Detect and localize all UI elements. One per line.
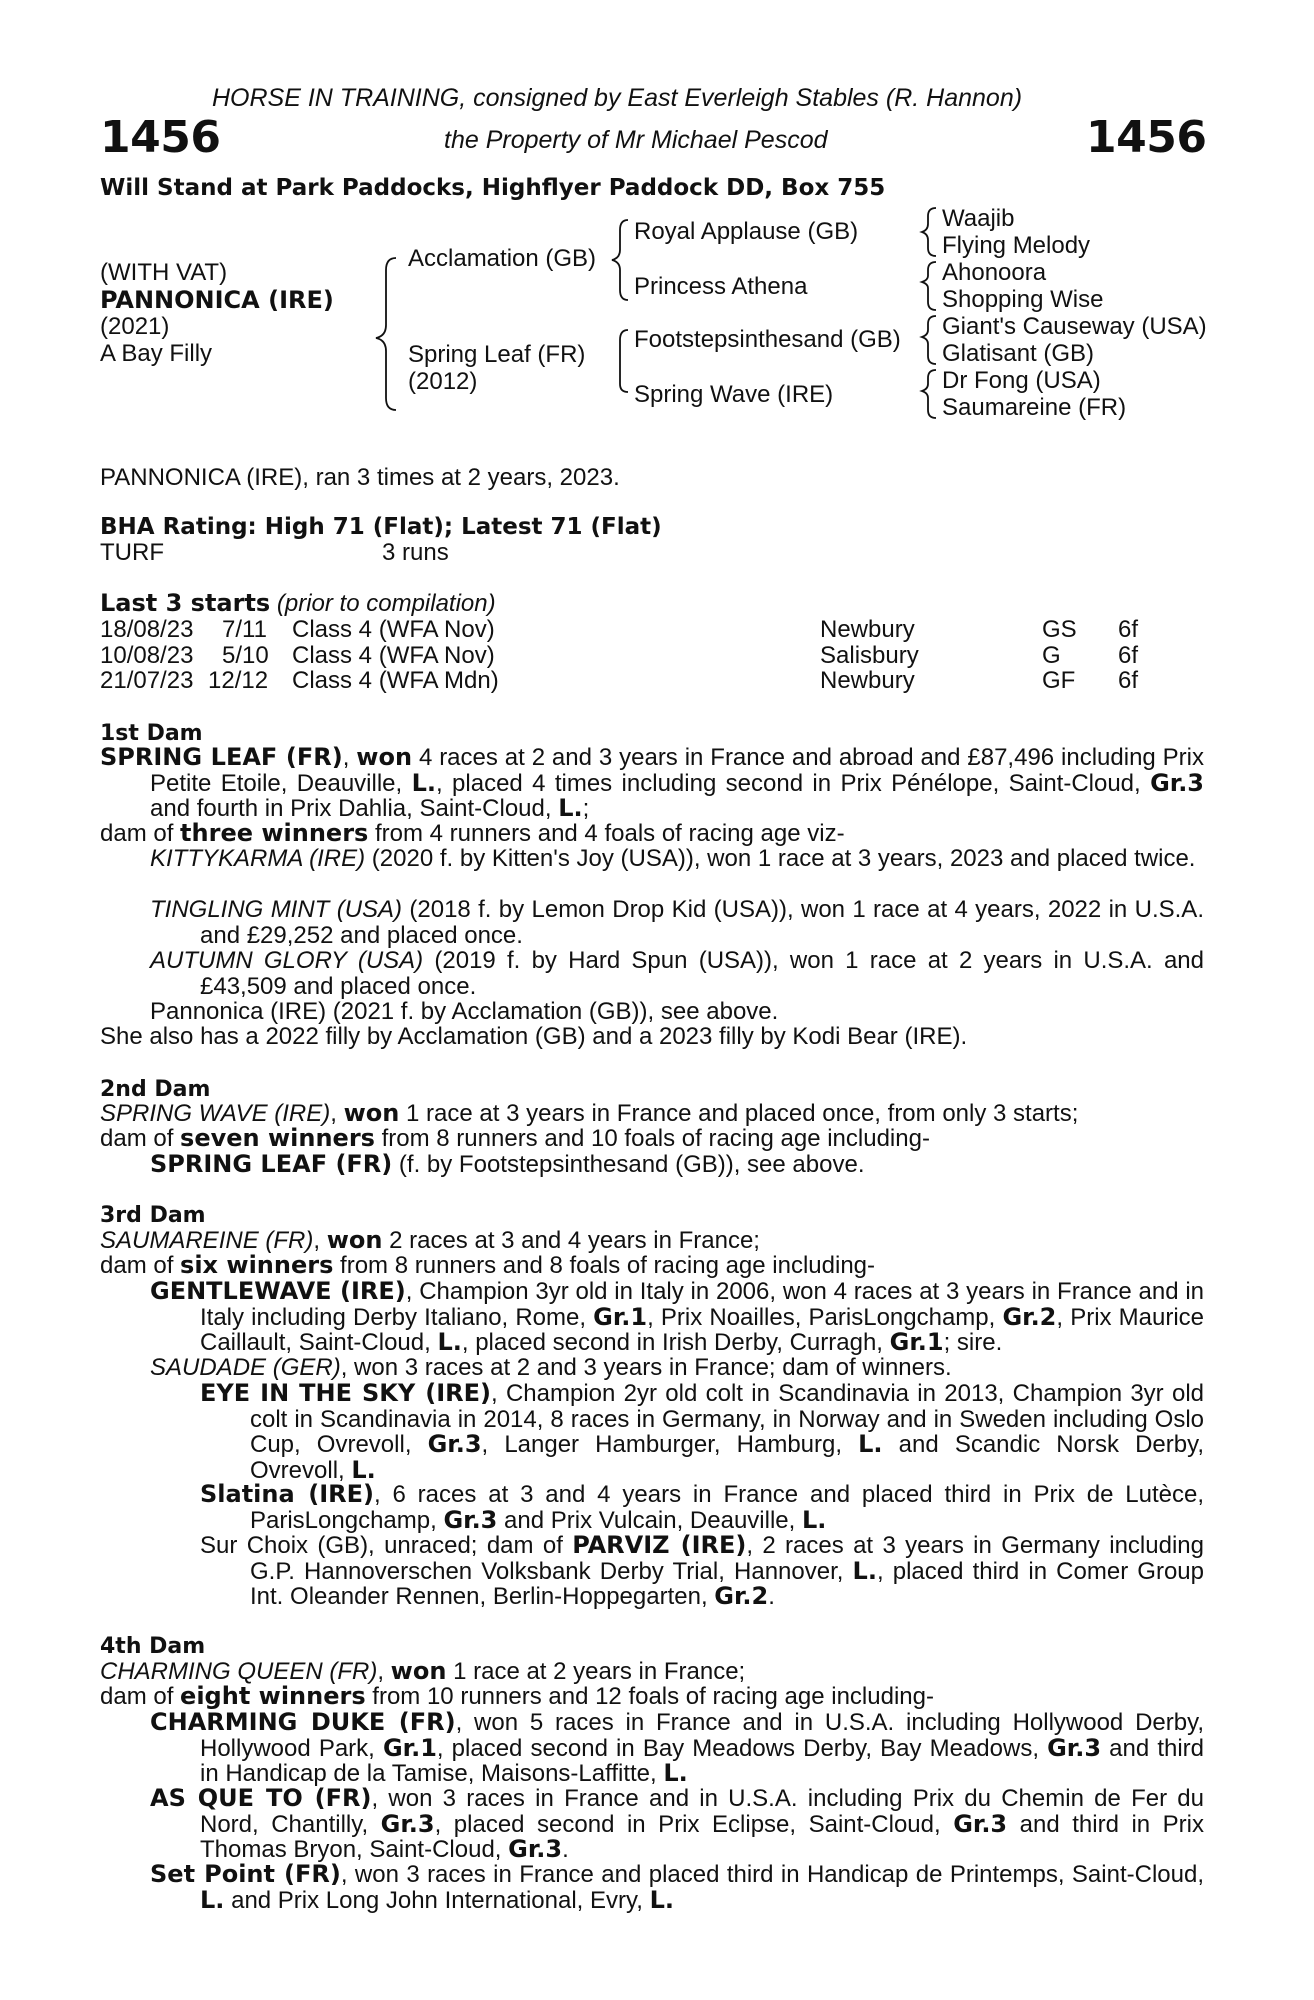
dam-year: (2012) (408, 368, 478, 395)
third-dam-name: SAUMAREINE (FR) (100, 1227, 314, 1254)
produce-text: , placed second in Prix Eclipse, Saint-Cloud, (434, 1810, 954, 1838)
horse-name: PANNONICA (IRE) (100, 286, 334, 314)
listed-mark: L. (437, 1328, 462, 1356)
produce-text: , placed second in Irish Derby, Curragh, (461, 1329, 890, 1356)
produce-text: (f. by Footstepsinthesand (GB)), see above. (392, 1151, 865, 1178)
record-text: and fourth in Prix Dahlia, Saint-Cloud, (150, 795, 559, 822)
rating-surface: TURF (100, 539, 164, 566)
produce-text: , Langer Hamburger, Hamburg, (481, 1431, 859, 1458)
listed-mark: L. (200, 1885, 225, 1914)
record-text: 1 race at 3 years in France and placed once, from only 3 starts; (399, 1100, 1079, 1127)
record-text: , placed 4 times including second in Prix Pénélope, Saint-Cloud, (436, 769, 1151, 797)
start-distance: 6f (1118, 667, 1139, 694)
winners-count: seven winners (180, 1124, 375, 1152)
sire-sire-sire: Waajib (942, 205, 1015, 232)
won-label: won (390, 1657, 447, 1685)
record-text: 2 races at 3 and 4 years in France; (382, 1227, 760, 1254)
last-starts-note: (prior to compilation) (276, 590, 496, 617)
produce-text: , placed third in Comer Group Int. Oleander Rennen, Berlin-Hoppegarten, (250, 1557, 1205, 1610)
produce-name: KITTYKARMA (IRE) (150, 845, 366, 872)
produce-text: and Prix Vulcain, Deauville, (497, 1506, 802, 1534)
dam-sire-sire: Giant's Causeway (USA) (942, 313, 1207, 340)
produce-text: . (562, 1836, 569, 1863)
listed-mark: L. (411, 768, 436, 797)
produce-entry (200, 1482, 1204, 1533)
group-mark: Gr.3 (953, 1809, 1008, 1838)
produce-text: and Scandic Norsk Derby, Ovrevoll, (250, 1431, 1204, 1484)
dam-dam-dam: Saumareine (FR) (942, 394, 1127, 421)
group-mark: Gr.1 (889, 1328, 944, 1356)
group-mark: Gr.2 (1002, 1302, 1057, 1331)
won-label: won (343, 1099, 400, 1127)
first-dam-produce-line (100, 821, 845, 847)
start-position: 12/12 (208, 667, 269, 694)
start-date: 18/08/23 (100, 616, 194, 643)
dam-sire-dam: Glatisant (GB) (942, 340, 1095, 367)
group-mark: Gr.3 (508, 1835, 563, 1863)
produce-text: , Prix Noailles, ParisLongchamp, (647, 1303, 1003, 1331)
produce-text: , placed second in Bay Meadows Derby, Bay Meadows, (436, 1734, 1048, 1762)
fourth-dam-name: CHARMING QUEEN (FR) (100, 1658, 378, 1685)
group-mark: Gr.1 (382, 1733, 437, 1762)
record-text: 4 races at 2 and 3 years in France and abroad and £87,496 including Prix Petite Etoile, Deauville, (150, 744, 1205, 797)
produce-entry (150, 1152, 864, 1178)
produce-name: TINGLING MINT (USA) (150, 896, 403, 923)
produce-name: AS QUE TO (FR) (150, 1784, 372, 1812)
produce-text: . (768, 1583, 775, 1610)
produce-text: Sur Choix (GB), unraced; dam of (200, 1532, 573, 1559)
second-dam-heading: 2nd Dam (100, 1077, 211, 1102)
produce-text: , Prix Maurice Caillault, Saint-Cloud, (200, 1303, 1205, 1356)
start-class: Class 4 (WFA Mdn) (292, 667, 499, 694)
start-position: 7/11 (222, 616, 267, 643)
record-text: 1 race at 2 years in France; (446, 1658, 746, 1685)
text: dam of (100, 1252, 181, 1279)
produce-entry: Pannonica (IRE) (2021 f. by Acclamation (GB)), see above. (150, 998, 779, 1025)
sire-sire: Royal Applause (GB) (634, 218, 859, 245)
produce-name: CHARMING DUKE (FR) (150, 1708, 456, 1736)
horse-description: A Bay Filly (100, 340, 213, 367)
last-starts-heading (100, 591, 496, 617)
won-label: won (326, 1226, 383, 1254)
first-dam-name: SPRING LEAF (FR) (100, 743, 343, 771)
produce-name: AUTUMN GLORY (USA) (150, 947, 424, 974)
listed-mark: L. (558, 794, 583, 822)
second-dam-name: SPRING WAVE (IRE) (100, 1100, 331, 1127)
dam: Spring Leaf (FR) (408, 341, 586, 368)
bha-rating: BHA Rating: High 71 (Flat); Latest 71 (Flat) (100, 514, 662, 540)
produce-entry (150, 1355, 952, 1381)
horse-year: (2021) (100, 313, 170, 340)
first-dam-note: She also has a 2022 filly by Acclamation (GB) and a 2023 filly by Kodi Bear (IRE). (100, 1023, 968, 1050)
dam-dam-sire: Dr Fong (USA) (942, 367, 1101, 394)
group-mark: Gr.3 (427, 1430, 482, 1458)
third-dam-produce-line (100, 1253, 875, 1279)
start-distance: 6f (1118, 642, 1139, 669)
produce-name: SAUDADE (GER) (150, 1354, 341, 1381)
second-dam-produce-line (100, 1126, 930, 1152)
produce-name: Slatina (IRE) (200, 1480, 374, 1508)
produce-text: , won 5 races in France and in U.S.A. including Hollywood Derby, Hollywood Park, (200, 1709, 1204, 1762)
start-class: Class 4 (WFA Nov) (292, 642, 495, 669)
second-dam-record: SPRING WAVE (IRE), won 1 race at 3 years in France and placed once, from only 3 starts; (100, 1099, 1079, 1127)
produce-text: , won 3 races at 2 and 3 years in France; dam of winners. (340, 1354, 952, 1381)
group-mark: Gr.3 (380, 1809, 435, 1838)
sire: Acclamation (GB) (408, 245, 597, 272)
text: dam of (100, 1683, 181, 1710)
text: dam of (100, 820, 181, 847)
property-line: the Property of Mr Michael Pescod (444, 126, 828, 154)
fourth-dam-record: CHARMING QUEEN (FR), won 1 race at 2 years in France; (100, 1657, 746, 1685)
group-mark: Gr.2 (714, 1582, 769, 1610)
produce-text: , won 3 races in France and in U.S.A. including Prix du Chemin de Fer du Nord, Chantilly, (200, 1785, 1205, 1838)
dam-dam: Spring Wave (IRE) (634, 381, 834, 408)
start-class: Class 4 (WFA Nov) (292, 616, 495, 643)
last-starts-title: Last 3 starts (100, 589, 271, 617)
produce-text: and Prix Long John International, Evry, (224, 1886, 650, 1914)
stand-location: Will Stand at Park Paddocks, Highflyer Paddock DD, Box 755 (100, 175, 886, 201)
start-going: GF (1042, 667, 1076, 694)
start-going: G (1042, 642, 1061, 669)
start-course: Salisbury (820, 642, 919, 669)
produce-entry (200, 1381, 1204, 1483)
produce-text: and third in Handicap de la Tamise, Maisons-Laffitte, (200, 1734, 1205, 1787)
listed-mark: L. (801, 1505, 827, 1534)
group-mark: Gr.3 (1150, 768, 1205, 797)
produce-name: GENTLEWAVE (IRE) (150, 1277, 406, 1305)
group-mark: Gr.3 (443, 1505, 498, 1534)
winners-count: three winners (180, 819, 369, 847)
rating-runs: 3 runs (382, 539, 449, 566)
produce-entry (150, 1862, 1204, 1913)
third-dam-record: SAUMAREINE (FR), won 2 races at 3 and 4 years in France; (100, 1226, 760, 1254)
produce-text: , won 3 races in France and placed third in Handicap de Printemps, Saint-Cloud, (340, 1861, 1204, 1888)
listed-mark: L. (649, 1885, 674, 1914)
produce-text: , 2 races at 3 years in Germany including G.P. Hannoverschen Volksbank Derby Trial, Hannover, (250, 1532, 1204, 1585)
start-distance: 6f (1118, 616, 1139, 643)
dam-sire: Footstepsinthesand (GB) (634, 326, 901, 353)
start-position: 5/10 (222, 642, 269, 669)
vat-note: (WITH VAT) (100, 259, 228, 286)
listed-mark: L. (852, 1556, 877, 1585)
produce-entry (200, 1533, 1204, 1610)
winners-count: six winners (180, 1251, 334, 1279)
third-dam-heading: 3rd Dam (100, 1203, 206, 1228)
listed-mark: L. (858, 1430, 883, 1458)
produce-entry (150, 846, 1204, 872)
start-course: Newbury (820, 667, 915, 694)
start-going: GS (1042, 616, 1077, 643)
produce-name: SPRING LEAF (FR) (150, 1150, 393, 1178)
produce-text: , 6 races at 3 and 4 years in France and placed third in Prix de Lutèce, ParisLongchamp, (250, 1481, 1204, 1534)
text: dam of (100, 1125, 181, 1152)
first-dam-heading: 1st Dam (100, 721, 203, 746)
produce-text: ; sire. (943, 1329, 1003, 1356)
produce-name: PARVIZ (IRE) (572, 1531, 747, 1559)
sire-sire-dam: Flying Melody (942, 232, 1091, 259)
winners-count: eight winners (180, 1682, 366, 1710)
produce-entry (150, 1786, 1204, 1863)
listed-mark: L. (351, 1455, 376, 1484)
lot-number-right: 1456 (1086, 112, 1207, 163)
produce-text: , Champion 3yr old in Italy in 2006, won 4 races at 3 years in France and in Italy including Derby Italiano, Rome, (200, 1278, 1204, 1331)
start-course: Newbury (820, 616, 915, 643)
produce-entry (150, 948, 1204, 999)
group-mark: Gr.1 (593, 1302, 648, 1331)
text: from 8 runners and 10 foals of racing age including- (374, 1125, 930, 1152)
listed-mark: L. (663, 1759, 688, 1787)
produce-entry (150, 1279, 1204, 1356)
start-date: 10/08/23 (100, 642, 194, 669)
produce-text: (2018 f. by Lemon Drop Kid (USA)), won 1 race at 4 years, 2022 in U.S.A. and £29,252 and placed once. (200, 896, 1204, 949)
consignor-line: HORSE IN TRAINING, consigned by East Everleigh Stables (R. Hannon) (212, 84, 1023, 112)
produce-entry (150, 897, 1204, 948)
sire-dam-dam: Shopping Wise (942, 286, 1104, 313)
race-summary: PANNONICA (IRE), ran 3 times at 2 years, 2023. (100, 464, 620, 491)
produce-name: Set Point (FR) (150, 1860, 341, 1888)
produce-entry (150, 1710, 1204, 1787)
produce-text: (2019 f. by Hard Spun (USA)), won 1 race at 2 years in U.S.A. and £43,509 and placed once. (200, 947, 1204, 1000)
produce-text: , Champion 2yr old colt in Scandinavia in 2013, Champion 3yr old colt in Scandinavia in 2014, 8 races in Germany, in Norway and in Sweden including Oslo Cup, Ovrevoll, (250, 1380, 1205, 1458)
produce-text: (2020 f. by Kitten's Joy (USA)), won 1 race at 3 years, 2023 and placed twice. (365, 845, 1196, 872)
first-dam-record: SPRING LEAF (FR), won 4 races at 2 and 3 years in France and abroad and £87,496 including Prix Petite Etoile, Deauville, L., placed 4 times including second in Prix Pénélope, Saint-Cloud, Gr.3 and fourth in Prix Dahlia, Saint-Cloud, L.; (100, 743, 1205, 822)
produce-name: EYE IN THE SKY (IRE) (200, 1379, 491, 1407)
produce-text: and third in Prix Thomas Bryon, Saint-Cloud, (200, 1810, 1204, 1863)
won-label: won (356, 743, 413, 771)
fourth-dam-heading: 4th Dam (100, 1634, 206, 1659)
sire-dam: Princess Athena (634, 273, 808, 300)
record-text: ; (582, 795, 590, 822)
start-date: 21/07/23 (100, 667, 194, 694)
lot-number-left: 1456 (100, 112, 221, 163)
text: from 4 runners and 4 foals of racing age viz- (368, 820, 845, 847)
sire-dam-sire: Ahonoora (942, 259, 1047, 286)
group-mark: Gr.3 (1047, 1733, 1102, 1762)
text: from 10 runners and 12 foals of racing age including- (365, 1683, 934, 1710)
fourth-dam-produce-line (100, 1684, 934, 1710)
text: from 8 runners and 8 foals of racing age including- (333, 1252, 876, 1279)
